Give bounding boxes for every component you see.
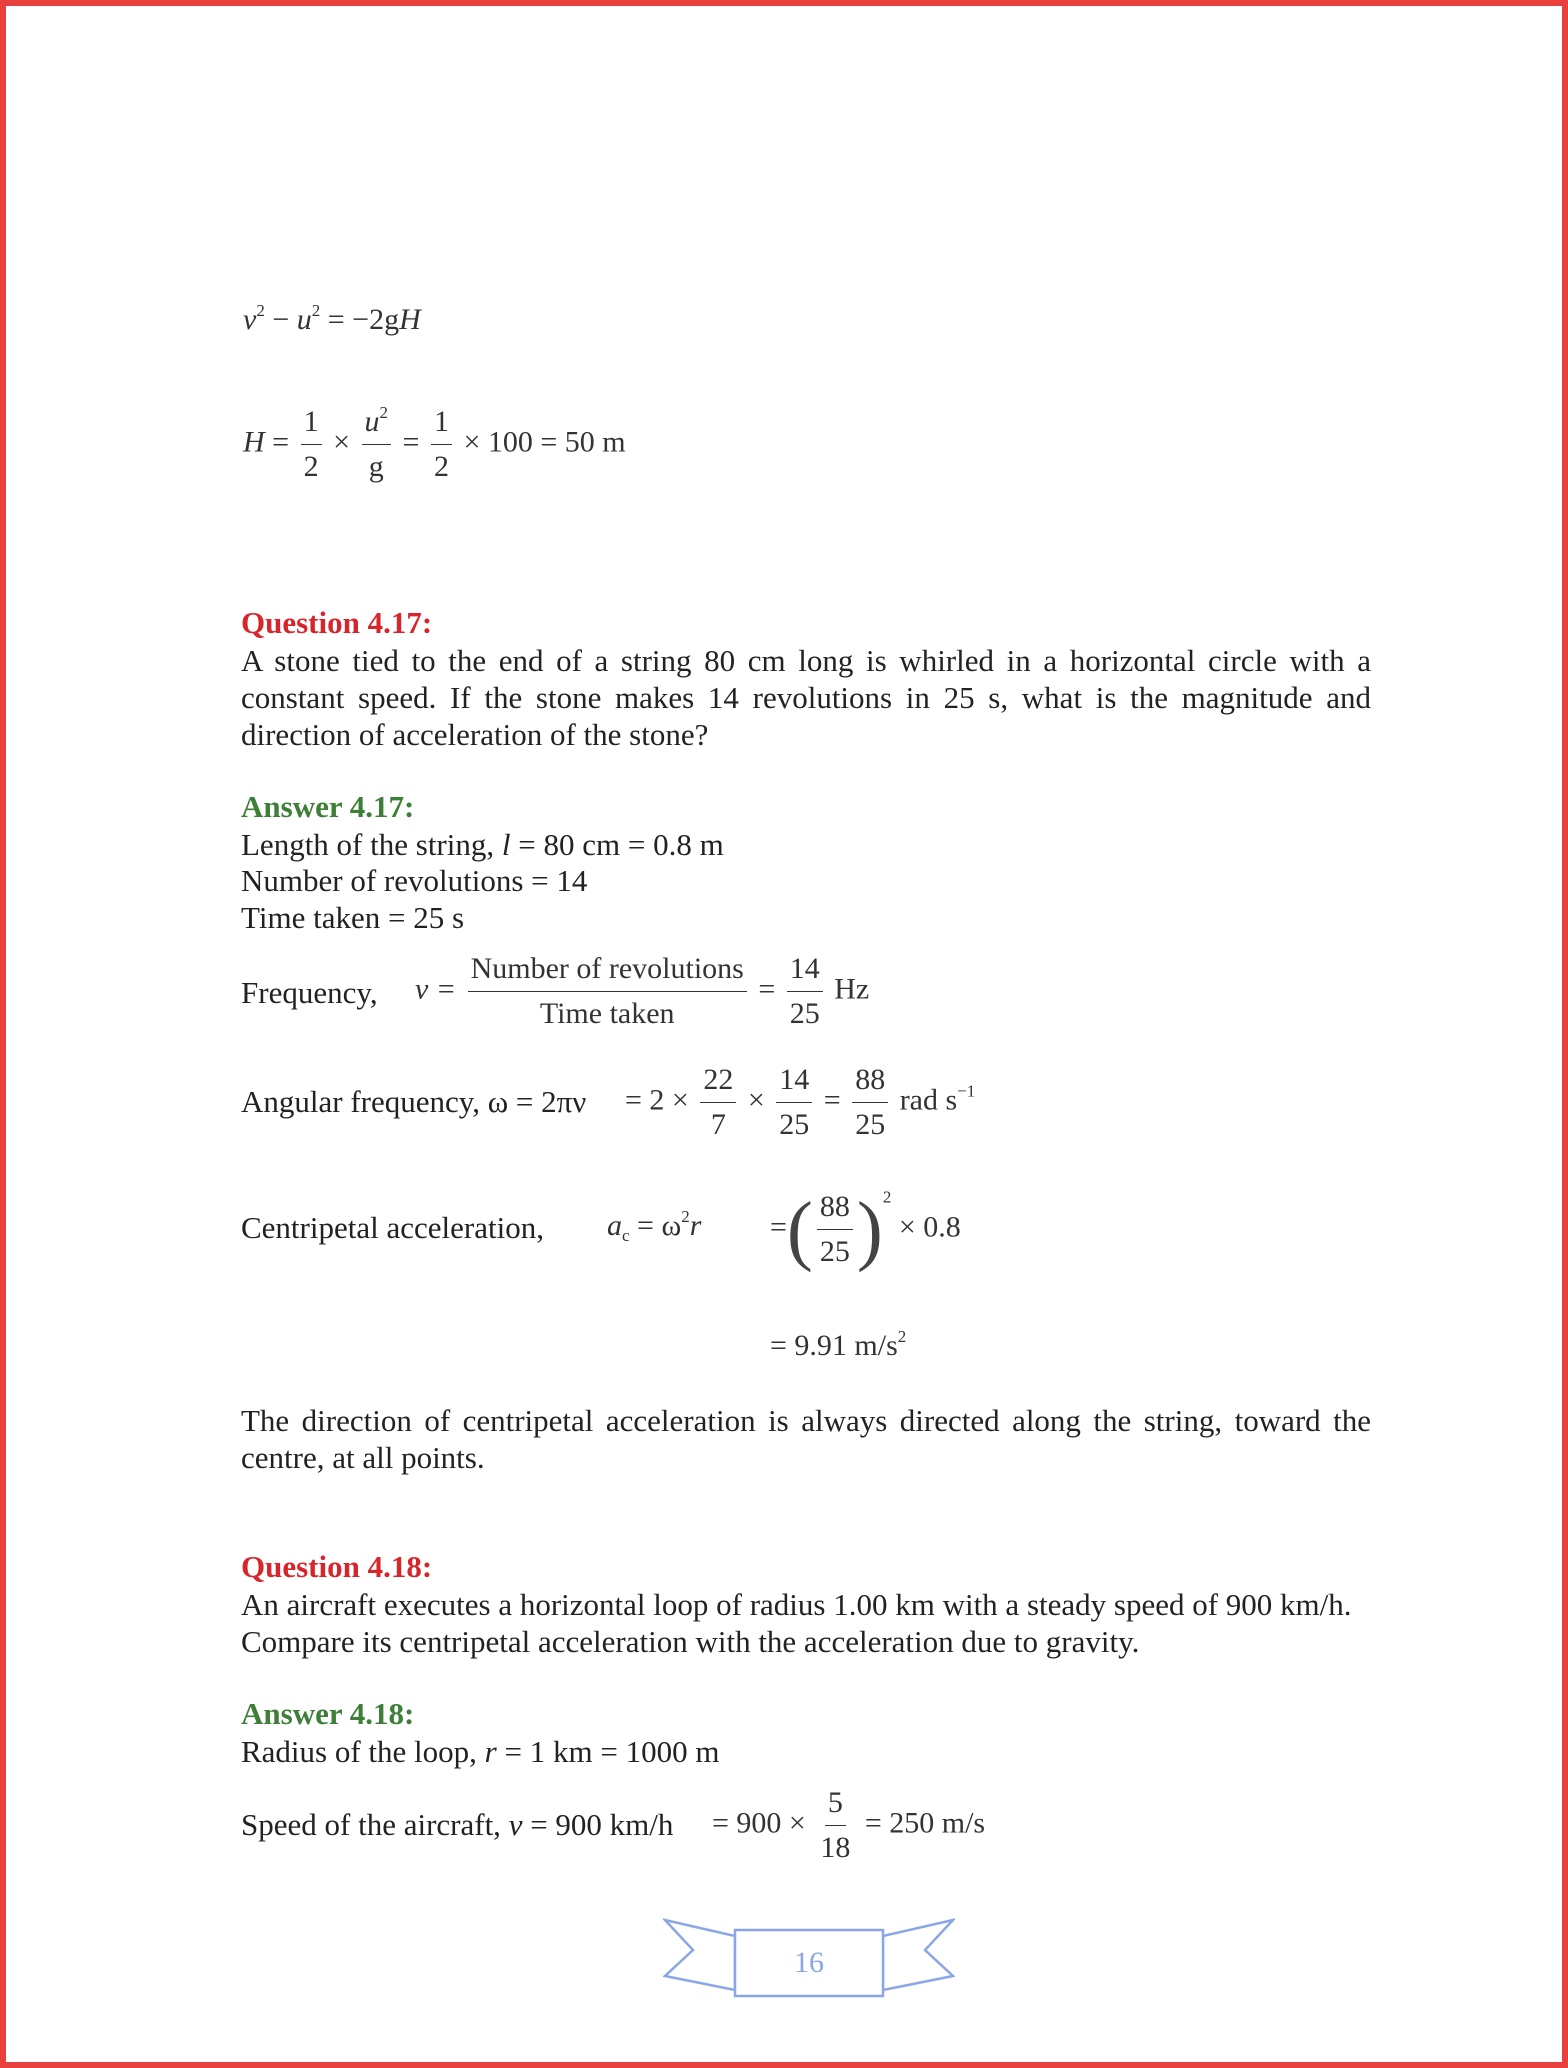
equation-height: H = $\frac{1}{2}$ × $\frac{u^2}{g}$ = $\frac{1}{2}$ × 100 = 50 m (243, 403, 626, 483)
answer-4-17-revolutions: Number of revolutions = 14 (241, 863, 588, 898)
page-number: 16 (794, 1946, 824, 1979)
answer-4-18-radius: Radius of the loop, r = 1 km = 1000 m (241, 1734, 720, 1769)
answer-4-17-length: Length of the string, l = 80 cm = 0.8 m (241, 827, 724, 862)
answer-4-17-title: Answer 4.17: (241, 789, 415, 824)
answer-4-18-speed-calc: = 900 × $\frac{5}{18}$ = 250 m/s (712, 1783, 985, 1868)
centripetal-formula: $a_c = \omega^2r$ (607, 1207, 702, 1245)
answer-4-18-title: Answer 4.18: (241, 1696, 415, 1731)
angular-frequency-equation: = 2 × $\frac{22}{7}$ × $\frac{14}{25}$ = $\frac{88}{25}$ rad $s^{-1}$ (625, 1060, 975, 1145)
answer-4-18-speed: Speed of the aircraft, v = 900 km/h (241, 1807, 674, 1842)
question-4-18-title: Question 4.18: (241, 1549, 433, 1584)
centripetal-label: Centripetal acceleration, (241, 1210, 544, 1245)
frequency-label: Frequency, (241, 975, 378, 1010)
answer-4-17-direction: The direction of centripetal acceleration is always directed along the string, toward the centre, at all points. (241, 1403, 1371, 1475)
question-4-17-title: Question 4.17: (241, 605, 433, 640)
page-number-banner (663, 1916, 955, 1998)
centripetal-result: = 9.91 $m/s^2$ (770, 1327, 907, 1362)
answer-4-17-time: Time taken = 25 s (241, 900, 465, 935)
question-4-18-text: An aircraft executes a horizontal loop of radius 1.00 km with a steady speed of 900 km/h. Compare its centripetal acceleration with the acceleration due to gravity. (241, 1587, 1352, 1659)
question-4-17-text: A stone tied to the end of a string 80 cm long is whirled in a horizontal circle with a constant speed. If the stone makes 14 revolutions in 25 s, what is the magnitude and direction of acceleration of the stone? (241, 643, 1371, 752)
frequency-equation: ν = $\frac{\text{Number of revolutions}}{\text{Time taken}}$ = $\frac{14}{25}$ Hz (415, 949, 869, 1034)
angular-frequency-label: Angular frequency, ω = 2πν (241, 1084, 587, 1119)
equation-kinematics: $v^2 - u^2 = -2gH$ (243, 301, 421, 336)
centripetal-calculation: =( $\frac{88}{25}$ )$^2$ × 0.8 (770, 1185, 961, 1273)
